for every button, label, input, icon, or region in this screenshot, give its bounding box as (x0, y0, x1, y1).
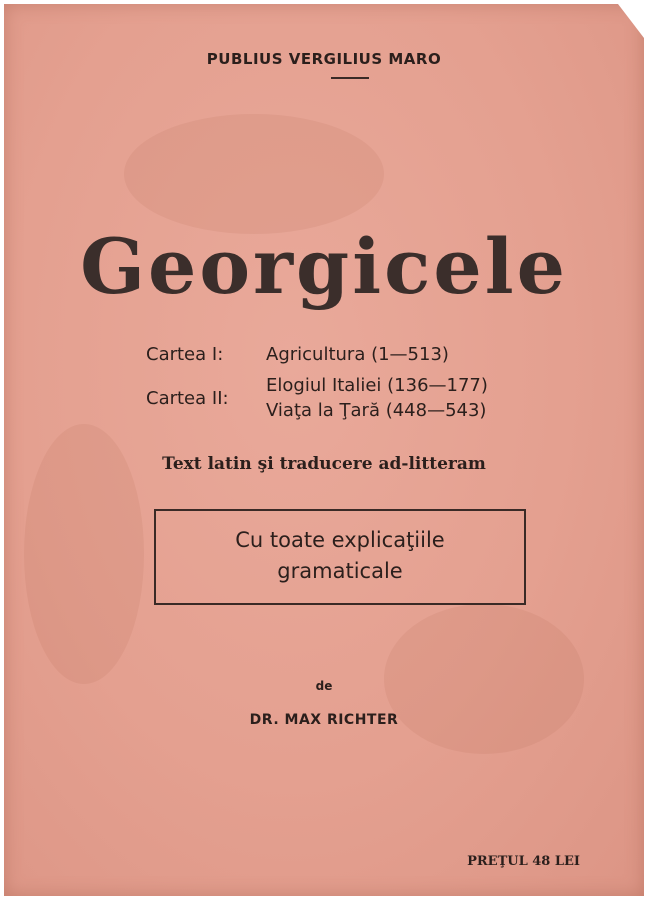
book-part: Viaţa la Ţară (448—543) (266, 400, 487, 421)
book-title: Georgicele (80, 222, 568, 311)
folded-corner (618, 4, 644, 38)
book-part: Agricultura (1—513) (266, 344, 449, 365)
title-divider (331, 77, 369, 79)
book-entry-2 (146, 373, 488, 423)
book-label: Cartea II: (146, 387, 229, 409)
subtitle: Text latin şi traducere ad-litteram (162, 454, 486, 474)
author-name: PUBLIUS VERGILIUS MARO (206, 50, 442, 68)
boxed-note (154, 509, 526, 605)
book-parts (266, 373, 488, 423)
boxed-note-line: Cu toate explicaţiile (235, 528, 445, 552)
paper-stain (124, 114, 384, 234)
book-parts (266, 342, 449, 367)
book-label: Cartea I: (146, 344, 224, 365)
book-entry-1 (146, 342, 488, 367)
price-label: PREŢUL 48 LEI (467, 854, 580, 869)
by-label: de (315, 679, 333, 693)
editor-name: DR. MAX RICHTER (249, 712, 399, 728)
book-part: Elogiul Italiei (136—177) (266, 375, 488, 396)
boxed-note-line: gramaticale (277, 559, 403, 583)
book-contents (146, 342, 488, 429)
book-cover (4, 4, 644, 896)
